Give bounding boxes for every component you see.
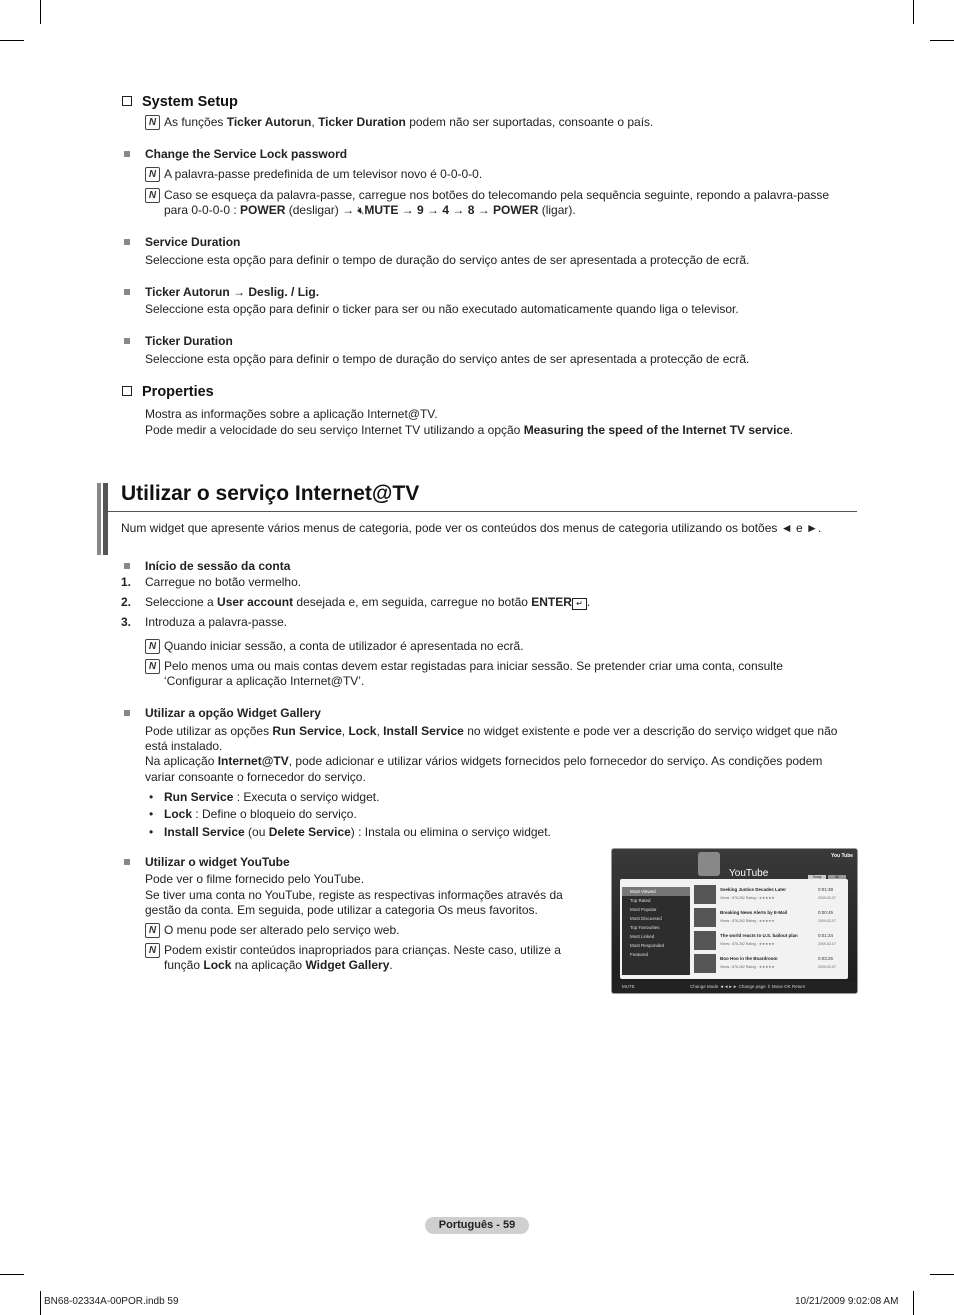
note-icon: N	[145, 659, 160, 674]
note-text: O menu pode ser alterado pelo serviço web.	[164, 923, 400, 937]
video-stats: Views : 876,262 Rating : ★★★★★	[720, 919, 775, 923]
page-number-badge: Português - 59	[425, 1217, 529, 1234]
section-title: Utilizar o widget YouTube	[145, 855, 290, 869]
properties-line: Mostra as informações sobre a aplicação Internet@TV.	[145, 407, 438, 421]
note-text: A palavra-passe predefinida de um televisor novo é 0-0-0-0.	[164, 167, 483, 181]
properties-heading: Properties	[122, 385, 214, 400]
menu-item[interactable]: Most Responded	[630, 943, 665, 948]
bullet-dot: •	[149, 825, 154, 839]
video-duration: 0:00:45	[818, 910, 834, 915]
video-title: Breaking News Alerts by E-Mail	[720, 910, 788, 915]
square-bullet-icon	[124, 563, 130, 569]
checkbox-icon	[122, 96, 132, 106]
square-bullet-icon	[124, 239, 130, 245]
youtube-text: gestão da conta. Em seguida, pode utilizar a categoria Os meus favoritos.	[145, 903, 538, 917]
video-row[interactable]	[694, 885, 846, 905]
video-duration: 0:01:38	[818, 887, 834, 892]
mute-label: MUTE	[622, 984, 635, 989]
gallery-text: variar consoante o fornecedor do serviço.	[145, 770, 366, 784]
tab-all[interactable]: All	[828, 875, 846, 880]
crop-mark	[40, 1291, 41, 1315]
section-title: Início de sessão da conta	[145, 559, 291, 573]
section-title: Ticker Duration	[145, 334, 233, 348]
video-thumbnail	[694, 885, 716, 904]
square-bullet-icon	[124, 338, 130, 344]
note-icon: N	[145, 115, 160, 130]
section-desc: Seleccione esta opção para definir o tempo de duração do serviço antes de ser apresentada a protecção de ecrã.	[145, 352, 750, 366]
bullet-item: Run Service : Executa o serviço widget.	[164, 790, 380, 804]
section-desc: Seleccione esta opção para definir o tempo de duração do serviço antes de ser apresentada a protecção de ecrã.	[145, 253, 750, 267]
note-text: As funções Ticker Autorun, Ticker Duration podem não ser suportadas, consoante o país.	[164, 115, 654, 129]
crop-mark	[0, 40, 24, 41]
title-bar	[97, 483, 101, 555]
note-icon: N	[145, 167, 160, 182]
section-title: Utilizar a opção Widget Gallery	[145, 706, 321, 720]
menu-item[interactable]: Most Viewed	[622, 887, 690, 896]
menu-item[interactable]: Most Discussed	[630, 916, 662, 921]
tv-camera-icon	[698, 852, 720, 876]
system-setup-heading: System Setup	[122, 95, 238, 110]
crop-mark	[913, 1291, 914, 1315]
video-stats: Views : 876,262 Rating : ★★★★★	[720, 896, 775, 900]
tv-controls: Change Mode ◄◄►► Change page ⇕ Move OK Return	[690, 984, 806, 989]
menu-item[interactable]: Top Rated	[630, 898, 651, 903]
video-row[interactable]	[694, 908, 846, 928]
video-date: 2009-02-07	[818, 942, 836, 946]
note-icon: N	[145, 923, 160, 938]
square-bullet-icon	[124, 289, 130, 295]
step-number: 3.	[121, 615, 132, 629]
checkbox-icon	[122, 386, 132, 396]
note-text: para 0-0-0-0 : POWER (desligar) → 🔇︎MUTE → 9 → 4 → 8 → POWER (ligar).	[164, 203, 576, 217]
menu-item[interactable]: Most Linked	[630, 934, 655, 939]
video-thumbnail	[694, 908, 716, 927]
youtube-logo: You Tube	[831, 853, 854, 859]
page-title: Utilizar o serviço Internet@TV	[121, 482, 420, 505]
bullet-item: Install Service (ou Delete Service) : Instala ou elimina o serviço widget.	[164, 825, 551, 839]
note-icon: N	[145, 639, 160, 654]
note-text: ‘Configurar a aplicação Internet@TV’.	[164, 674, 365, 688]
note-text: função Lock na aplicação Widget Gallery.	[164, 958, 393, 972]
file-info: BN68-02334A-00POR.indb 59	[44, 1296, 179, 1307]
crop-mark	[930, 1274, 954, 1275]
video-row[interactable]	[694, 931, 846, 951]
intro-text: Num widget que apresente vários menus de categoria, pode ver os conteúdos dos menus de categoria utilizando os botões ◄ e ►.	[121, 521, 822, 535]
mute-icon: 🔇︎	[357, 205, 365, 217]
youtube-text: Se tiver uma conta no YouTube, registe as respectivas informações através da	[145, 888, 563, 902]
square-bullet-icon	[124, 710, 130, 716]
section-desc: Seleccione esta opção para definir o ticker para ser ou não executado automaticamente quando liga o televisor.	[145, 302, 739, 316]
enter-icon: ↵	[572, 598, 587, 610]
step-number: 2.	[121, 595, 132, 609]
step-text: Introduza a palavra-passe.	[145, 615, 288, 629]
note-text: Podem existir conteúdos inapropriados para crianças. Neste caso, utilize a	[164, 943, 561, 957]
tv-panel	[620, 879, 848, 979]
note-icon: N	[145, 188, 160, 203]
gallery-text: Na aplicação Internet@TV, pode adicionar e utilizar vários widgets fornecidos pelo fornecedor do serviço. As condições podem	[145, 754, 823, 768]
video-thumbnail	[694, 931, 716, 950]
crop-mark	[913, 0, 914, 24]
crop-mark	[40, 0, 41, 24]
section-title: Change the Service Lock password	[145, 147, 348, 161]
gallery-text: Pode utilizar as opções Run Service, Lock, Install Service no widget existente e pode ver a descrição do serviço widget que não	[145, 724, 838, 738]
video-title: Boo Hoo in the Boardroom	[720, 956, 778, 961]
tab-today[interactable]: Today	[808, 875, 826, 880]
menu-item[interactable]: Most Popular	[630, 907, 657, 912]
properties-line: Pode medir a velocidade do seu serviço Internet TV utilizando a opção Measuring the speed of the Internet TV service.	[145, 423, 794, 437]
title-bar	[103, 483, 108, 555]
section-title: Service Duration	[145, 235, 241, 249]
tv-label: YouTube	[729, 868, 769, 879]
step-text: Carregue no botão vermelho.	[145, 575, 302, 589]
note-text: Quando iniciar sessão, a conta de utilizador é apresentada no ecrã.	[164, 639, 524, 653]
tv-footer	[612, 981, 857, 993]
video-thumbnail	[694, 954, 716, 973]
square-bullet-icon	[124, 151, 130, 157]
menu-item[interactable]: Top Favourites	[630, 925, 660, 930]
note-icon: N	[145, 943, 160, 958]
video-duration: 0:01:34	[818, 933, 834, 938]
bullet-dot: •	[149, 807, 154, 821]
crop-mark	[930, 40, 954, 41]
video-date: 2009-02-07	[818, 965, 836, 969]
square-bullet-icon	[124, 859, 130, 865]
video-date: 2009-02-07	[818, 919, 836, 923]
video-row[interactable]	[694, 954, 846, 974]
tv-category-menu	[622, 887, 690, 975]
menu-item[interactable]: Featured	[630, 952, 649, 957]
video-title: The world reacts to U.S. bailout plan	[720, 933, 798, 938]
step-number: 1.	[121, 575, 132, 589]
note-text: Caso se esqueça da palavra-passe, carregue nos botões do telecomando pela sequência seguinte, repondo a palavra-passe	[164, 188, 830, 202]
bullet-dot: •	[149, 790, 154, 804]
crop-mark	[0, 1274, 24, 1275]
youtube-widget-screenshot	[611, 848, 858, 994]
section-title: Ticker Autorun → Deslig. / Lig.	[145, 285, 320, 299]
video-stats: Views : 876,262 Rating : ★★★★★	[720, 965, 775, 969]
step-text: Seleccione a User account desejada e, em seguida, carregue no botão ENTER ↵ .	[145, 595, 591, 609]
video-date: 2009-02-07	[818, 896, 836, 900]
video-title: Seeking Justice Decades Later	[720, 887, 787, 892]
youtube-text: Pode ver o filme fornecido pelo YouTube.	[145, 872, 365, 886]
gallery-text: está instalado.	[145, 739, 223, 753]
bullet-item: Lock : Define o bloqueio do serviço.	[164, 807, 357, 821]
video-stats: Views : 876,262 Rating : ★★★★★	[720, 942, 775, 946]
video-duration: 0:03:26	[818, 956, 834, 961]
print-stamp: 10/21/2009 9:02:08 AM	[795, 1296, 899, 1307]
title-rule	[108, 511, 857, 512]
note-text: Pelo menos uma ou mais contas devem estar registadas para iniciar sessão. Se pretender criar uma conta, consulte	[164, 659, 783, 673]
